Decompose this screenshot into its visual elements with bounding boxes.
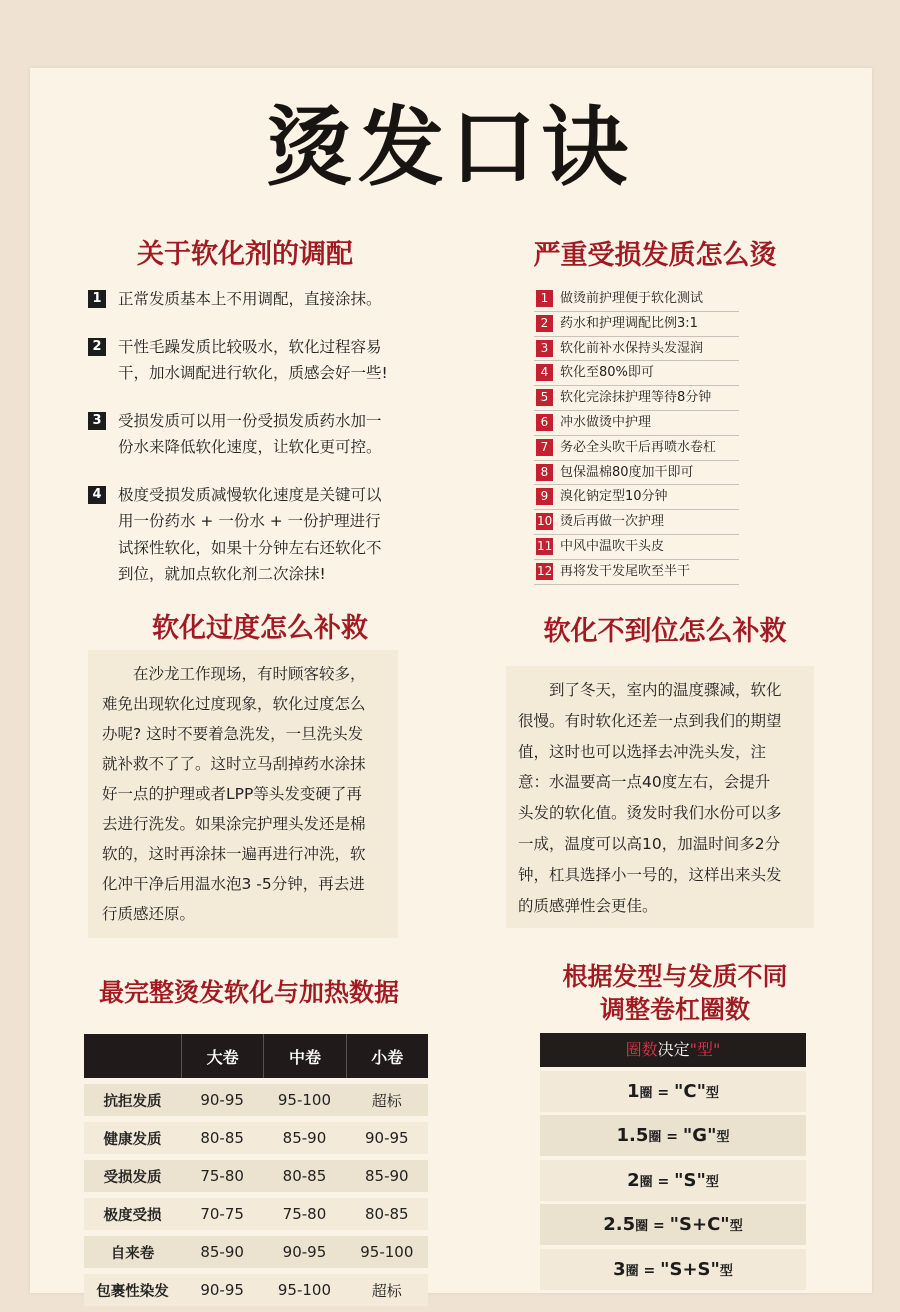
shape-suffix: 型: [716, 1130, 730, 1145]
table-cell: 90-95: [181, 1084, 263, 1116]
item-text-line: 干性毛躁发质比较吸水，软化过程容易: [118, 337, 382, 356]
damaged-perm-item: [534, 510, 739, 535]
item-text: 药水和护理调配比例3:1: [560, 315, 698, 331]
turn-row: [540, 1204, 806, 1245]
row-label: 包裹性染发: [84, 1274, 181, 1306]
table-header-row: [84, 1034, 428, 1078]
column-header: 中卷: [263, 1034, 345, 1078]
damaged-perm-title: 严重受损发质怎么烫: [533, 240, 777, 271]
item-text: 务必全头吹干后再喷水卷杠: [560, 439, 717, 455]
turn-row: [540, 1115, 806, 1156]
damaged-perm-item: [534, 461, 739, 486]
item-number-badge: 6: [536, 414, 553, 431]
item-text-line: 用一份药水 + 一份水 + 一份护理进行: [118, 512, 381, 530]
damaged-perm-item: [534, 485, 739, 510]
turn-unit: 圈: [625, 1263, 639, 1279]
table-cell: 75-80: [263, 1198, 345, 1230]
turn-count: 2: [627, 1169, 640, 1191]
softener-mix-item: [88, 408, 418, 461]
turn-unit: 圈: [639, 1174, 653, 1190]
page-title: 烫发口诀: [266, 98, 634, 198]
table-cell: 85-90: [181, 1236, 263, 1268]
damaged-perm-item: [534, 386, 739, 411]
turn-unit: 圈: [635, 1219, 649, 1234]
table-cell: 90-95: [346, 1122, 428, 1154]
damaged-perm-item: [534, 411, 739, 436]
row-label: 健康发质: [84, 1122, 181, 1154]
shape-label: "S": [674, 1169, 706, 1191]
item-text: 再将发干发尾吹至半干: [560, 563, 691, 579]
turns-title-line-2: 调整卷杠圈数: [599, 995, 750, 1024]
paragraph-line: 头发的软化值。烫发时我们水份可以多: [518, 804, 782, 823]
paragraph-line: 好一点的护理或者LPP等头发变硬了再: [102, 785, 362, 803]
shape-suffix: 型: [705, 1085, 719, 1101]
turn-unit: 圈: [648, 1130, 662, 1145]
table-cell: 80-85: [263, 1160, 345, 1192]
paragraph-line: 化冲干净后用温水泡3 -5分钟，再去进: [102, 875, 365, 893]
column-header: 大卷: [181, 1034, 263, 1078]
damaged-perm-item: [534, 337, 739, 362]
item-number-badge: 12: [537, 563, 553, 578]
paragraph-line: 在沙龙工作现场，有时顾客较多，: [133, 665, 366, 683]
equals-sign: =: [652, 1173, 675, 1190]
table-cell: 75-80: [181, 1160, 263, 1192]
table-cell: 90-95: [181, 1274, 263, 1306]
item-number-badge: 3: [88, 412, 106, 430]
table-cell: 85-90: [263, 1122, 345, 1154]
turns-rows: [540, 1071, 806, 1290]
item-number-badge: 4: [88, 486, 106, 504]
damaged-perm-list: [534, 287, 739, 585]
turns-table: [540, 1033, 806, 1290]
table-row: [84, 1198, 428, 1230]
column-header: 小卷: [346, 1034, 428, 1078]
item-text: 软化前补水保持头发湿润: [560, 340, 704, 356]
item-number-badge: 9: [536, 488, 553, 505]
table-cell: 70-75: [181, 1198, 263, 1230]
item-number-badge: 1: [536, 290, 553, 307]
item-text-line: 受损发质可以用一份受损发质药水加一: [118, 411, 382, 430]
shape-label: "G": [682, 1125, 717, 1146]
item-number-badge: 5: [536, 389, 553, 406]
under-soft-paragraph: [506, 666, 814, 928]
shape-suffix: 型: [719, 1263, 733, 1279]
softener-mix-item: [88, 334, 418, 387]
table-cell: 90-95: [263, 1236, 345, 1268]
row-label: 极度受损: [84, 1198, 181, 1230]
item-number-badge: 8: [536, 464, 553, 481]
item-text: 做烫前护理便于软化测试: [560, 291, 704, 306]
table-cell: 95-100: [263, 1084, 345, 1116]
paragraph-line: 难免出现软化过度现象，软化过度怎么: [102, 695, 366, 713]
damaged-perm-item: [534, 436, 739, 461]
table-row: [84, 1084, 428, 1116]
turn-unit: 圈: [639, 1085, 653, 1101]
row-label: 自来卷: [84, 1236, 181, 1268]
item-number-badge: 4: [536, 364, 553, 381]
row-label: 受损发质: [84, 1160, 181, 1192]
table-row: [84, 1236, 428, 1268]
shape-label: "C": [674, 1080, 706, 1102]
table-row: [84, 1160, 428, 1192]
turns-header-red-1: 圈数: [625, 1040, 658, 1059]
paragraph-line: 去进行洗发。如果涂完护理头发还是棉: [102, 815, 366, 833]
table-cell: 95-100: [346, 1236, 428, 1268]
item-number-badge: 10: [537, 514, 553, 529]
softener-mix-item: [88, 482, 418, 588]
paragraph-line: 就补救不了了。这时立马刮掉药水涂抹: [102, 755, 366, 773]
column-header: [84, 1034, 181, 1078]
item-text-line: 份水来降低软化速度，让软化更可控。: [118, 438, 382, 456]
item-number-badge: 7: [536, 439, 553, 456]
equals-sign: =: [638, 1262, 661, 1279]
shape-suffix: 型: [705, 1174, 719, 1190]
turns-table-header: [540, 1033, 806, 1067]
turns-title: [520, 960, 830, 1026]
turns-title-line-1: 根据发型与发质不同: [562, 962, 788, 991]
turn-row: [540, 1160, 806, 1201]
item-text-line: 正常发质基本上不用调配，直接涂抹。: [118, 290, 382, 308]
table-cell: 超标: [346, 1084, 428, 1116]
softener-mix-list: [88, 286, 418, 588]
item-text-line: 干，加水调配进行软化，质感会好一些!: [118, 364, 388, 382]
paragraph-line: 值，这时也可以选择去冲洗头发，注: [518, 742, 767, 761]
item-text: 包保温棉80度加干即可: [560, 464, 694, 480]
item-number-badge: 3: [536, 340, 553, 357]
equals-sign: =: [661, 1129, 683, 1145]
item-text: 中风中温吹干头皮: [560, 538, 665, 554]
paragraph-line: 到了冬天，室内的温度骤减，软化: [549, 681, 782, 699]
item-text: 软化完涂抹护理等待8分钟: [560, 390, 712, 406]
turn-count: 1.5: [616, 1125, 649, 1146]
item-text: 烫后再做一次护理: [560, 514, 665, 530]
table-row: [84, 1274, 428, 1306]
table-cell: 超标: [346, 1274, 428, 1306]
paragraph-line: 很慢。有时软化还差一点到我们的期望: [518, 711, 782, 730]
paragraph-line: 软的，这时再涂抹一遍再进行冲洗，软: [102, 845, 366, 863]
softener-mix-item: [88, 286, 418, 313]
item-number-badge: 2: [88, 338, 106, 356]
item-text-line: 极度受损发质减慢软化速度是关键可以: [118, 485, 382, 504]
equals-sign: =: [648, 1218, 670, 1234]
shape-suffix: 型: [729, 1219, 743, 1234]
data-table-title: 最完整烫发软化与加热数据: [98, 978, 399, 1007]
damaged-perm-item: [534, 535, 739, 560]
turn-count: 2.5: [603, 1214, 636, 1235]
damaged-perm-item: [534, 312, 739, 337]
damaged-perm-item: [534, 287, 739, 312]
item-text: 溴化钠定型10分钟: [560, 489, 668, 505]
table-cell: 80-85: [346, 1198, 428, 1230]
paragraph-line: 办呢? 这时不要着急洗发，一旦洗头发: [102, 725, 364, 743]
paragraph-line: 的质感弹性会更佳。: [518, 896, 658, 915]
turns-header-red-2: "型": [689, 1040, 721, 1059]
under-soft-title: 软化不到位怎么补救: [543, 616, 787, 647]
item-number-badge: 11: [537, 538, 553, 553]
softener-mix-title: 关于软化剂的调配: [137, 239, 353, 270]
over-soft-paragraph: [88, 650, 398, 938]
turn-row: [540, 1071, 806, 1112]
softening-data-table: [84, 1028, 428, 1312]
paragraph-line: 钟，杠具选择小一号的，这样出来头发: [518, 865, 782, 884]
item-text: 软化至80%即可: [560, 365, 654, 381]
turns-header-mid: 决定: [657, 1040, 690, 1059]
table-cell: 85-90: [346, 1160, 428, 1192]
table-cell: 80-85: [181, 1122, 263, 1154]
damaged-perm-item: [534, 361, 739, 386]
table-row: [84, 1122, 428, 1154]
turn-count: 3: [613, 1258, 626, 1280]
paragraph-line: 行质感还原。: [102, 905, 196, 923]
item-text-line: 到位，就加点软化剂二次涂抹!: [118, 565, 326, 583]
paragraph-line: 一成，温度可以高10，加温时间多2分: [518, 834, 781, 853]
shape-label: "S+C": [669, 1214, 730, 1235]
turn-count: 1: [626, 1080, 640, 1102]
equals-sign: =: [652, 1084, 675, 1101]
item-number-badge: 2: [536, 315, 553, 332]
over-soft-title: 软化过度怎么补救: [152, 613, 368, 644]
item-text-line: 试探性软化，如果十分钟左右还软化不: [118, 538, 382, 557]
table-cell: 95-100: [263, 1274, 345, 1306]
item-number-badge: 1: [88, 290, 106, 308]
damaged-perm-item: [534, 560, 739, 585]
item-text: 冲水做烫中护理: [560, 414, 652, 430]
shape-label: "S+S": [660, 1258, 720, 1280]
paragraph-line: 意：水温要高一点40度左右，会提升: [518, 773, 771, 792]
row-label: 抗拒发质: [84, 1084, 181, 1116]
turn-row: [540, 1249, 806, 1290]
